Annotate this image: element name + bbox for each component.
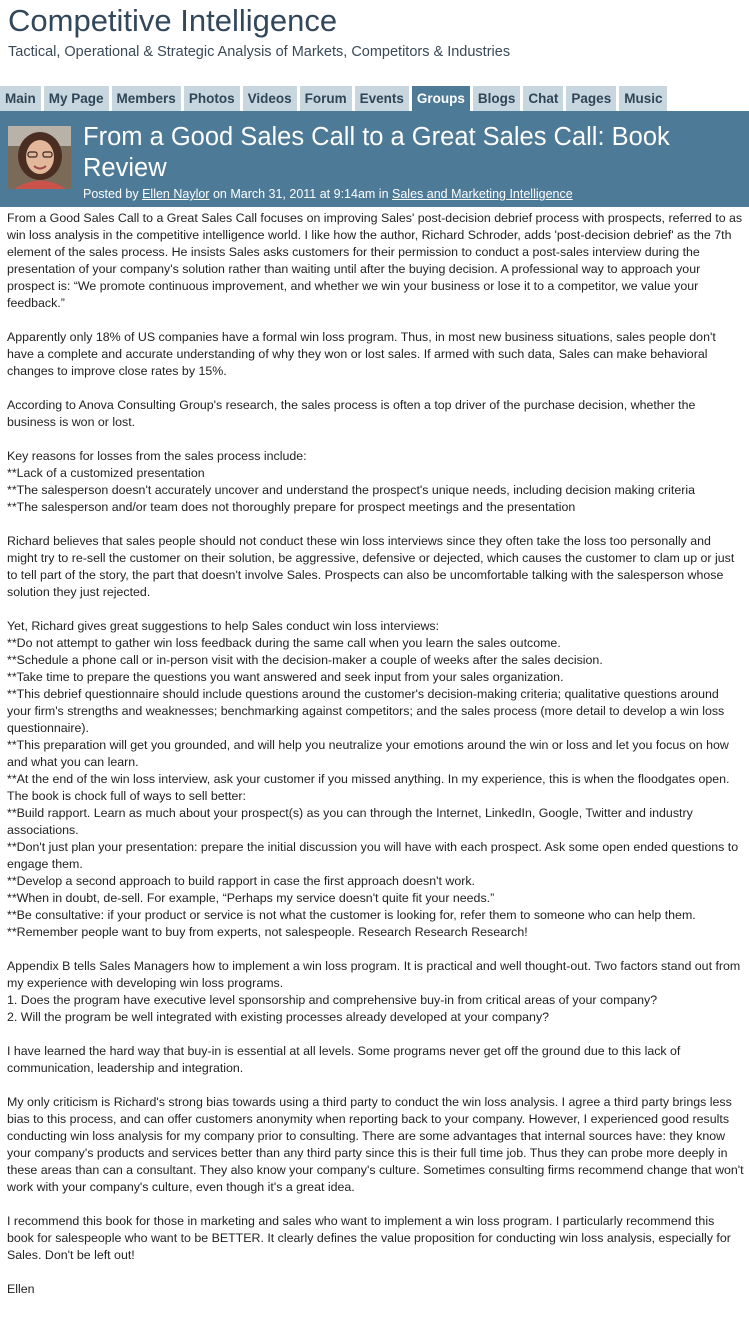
- posted-by-label: Posted by: [83, 187, 139, 201]
- post-paragraph: According to Anova Consulting Group's research, the sales process is often a top driver of the purchase decision, whether the business is won or lost.: [7, 398, 696, 429]
- post-paragraph: Key reasons for losses from the sales process include: **Lack of a customized presentation **The salesperson doesn't accurately uncover and understand the prospect's unique needs, including decision making criteria **The salesperson and/or team does not thoroughly prepare for prospect meetings and the presentation: [7, 449, 696, 514]
- post-paragraph: Ellen: [7, 1282, 35, 1296]
- tab-forum[interactable]: Forum: [300, 86, 352, 111]
- post-paragraph: Appendix B tells Sales Managers how to implement a win loss program. It is practical and well thought-out. Two factors stand out from my experience with developing win loss programs. 1. Does the program have executive level sponsorship and comprehensive buy-in from critical areas of your company? 2. Will the program be well integrated with existing processes already developed at your company?: [7, 959, 741, 1024]
- tab-pages[interactable]: Pages: [566, 86, 616, 111]
- post-paragraph: Yet, Richard gives great suggestions to help Sales conduct win loss interviews: **Do not attempt to gather win loss feedback during the same call when you learn the sales outcome. **Schedule a phone call or in-person visit with the decision-maker a couple of weeks after the sales decision. **Take time to prepare the questions you want answered and seek input from your sales organization. **This debrief questionnaire should include questions around the customer's decision-making criteria; qualitative questions around your firm's strengths and weaknesses; benchmarking against competitors; and the sales process (more detail to develop a win loss questionnaire). **This preparation will get you grounded, and will help you neutralize your emotions around the win or loss and let you focus on how and what you can learn. **At the end of the win loss interview, ask your customer if you missed anything. In my experience, this is when the floodgates open. The book is chock full of ways to sell better: **Build rapport. Learn as much about your prospect(s) as you can through the Internet, LinkedIn, Google, Twitter and industry associations. **Don't just plan your presentation: prepare the initial discussion you will have with each prospect. Ask some open ended questions to engage them. **Develop a second approach to build rapport in case the first approach doesn't work. **When in doubt, de-sell. For example, “Perhaps my service doesn't quite fit your needs.” **Be consultative: if your product or service is not what the customer is looking for, refer them to someone who can help them. **Remember people want to buy from experts, not salespeople. Research Research Research!: [7, 619, 739, 939]
- site-tagline: Tactical, Operational & Strategic Analysis of Markets, Competitors & Industries: [8, 44, 511, 60]
- site-header: [0, 0, 749, 86]
- tab-main[interactable]: Main: [0, 86, 41, 111]
- tab-members[interactable]: Members: [112, 86, 181, 111]
- tab-blogs[interactable]: Blogs: [473, 86, 521, 111]
- post-date: on March 31, 2011 at 9:14am in: [212, 187, 389, 201]
- post-paragraph: From a Good Sales Call to a Great Sales Call focuses on improving Sales' post-decision debrief process with prospects, referred to as win loss analysis in the competitive intelligence world. I like how the author, Richard Schroder, adds 'post-decision debrief' as the 7th element of the sales process. He insists Sales asks customers for their permission to conduct a post-sales interview during the presentation of your company's solution rather than waiting until after the buying decision. A professional way to approach your prospect is: “We promote continuous improvement, and whether we win your business or lose it to a competitor, we value your feedback.”: [7, 211, 743, 310]
- post-title: From a Good Sales Call to a Great Sales Call: Book Review: [83, 123, 670, 182]
- avatar-portrait-icon: [8, 126, 71, 189]
- post-paragraph: I recommend this book for those in marketing and sales who want to implement a win loss program. I particularly recommend this book for salespeople who want to be BETTER. It clearly defines the value proposition for conducting win loss analysis, especially for Sales. Don't be left out!: [7, 1214, 731, 1262]
- author-link[interactable]: Ellen Naylor: [142, 187, 210, 201]
- tab-my-page[interactable]: My Page: [44, 86, 109, 111]
- category-link[interactable]: Sales and Marketing Intelligence: [392, 187, 573, 201]
- post-paragraph: I have learned the hard way that buy-in is essential at all levels. Some programs never get off the ground due to this lack of communication, leadership and integration.: [7, 1044, 681, 1075]
- tab-chat[interactable]: Chat: [523, 86, 563, 111]
- tab-videos[interactable]: Videos: [243, 86, 297, 111]
- site-title[interactable]: Competitive Intelligence: [8, 3, 338, 38]
- post-meta: [83, 187, 573, 201]
- post-body: [7, 210, 744, 1298]
- tab-events[interactable]: Events: [355, 86, 409, 111]
- tab-groups[interactable]: Groups: [412, 86, 470, 111]
- post-paragraph: Apparently only 18% of US companies have a formal win loss program. Thus, in most new business situations, sales people don't have a complete and accurate understanding of why they won or lost sales. If armed with such data, Sales can make behavioral changes to improve close rates by 15%.: [7, 330, 716, 378]
- tab-photos[interactable]: Photos: [184, 86, 240, 111]
- author-avatar[interactable]: [8, 126, 71, 189]
- main-nav: [0, 86, 670, 111]
- post-paragraph: My only criticism is Richard's strong bias towards using a third party to conduct the win loss analysis. I agree a third party brings less bias to this process, and can offer customers anonymity when reporting back to your company. However, I experienced good results conducting win loss analysis for my company prior to consulting. There are some advantages that internal sources have: they know your company's products and services better than any third party since this is their full time job. Thus they can probe more deeply in these areas than can a consultant. They also know your company's culture. Sometimes consulting firms recommend change that won't work with your company's culture, even though it's a great idea.: [7, 1095, 744, 1194]
- tab-music[interactable]: Music: [619, 86, 667, 111]
- post-paragraph: Richard believes that sales people should not conduct these win loss interviews since they often take the loss too personally and might try to re-sell the customer on their solution, be aggressive, defensive or dejected, which causes the customer to clam up or just to tell part of the story, the part that doesn't involve Sales. Prospects can also be uncomfortable talking with the salesperson whose solution they just rejected.: [7, 534, 735, 599]
